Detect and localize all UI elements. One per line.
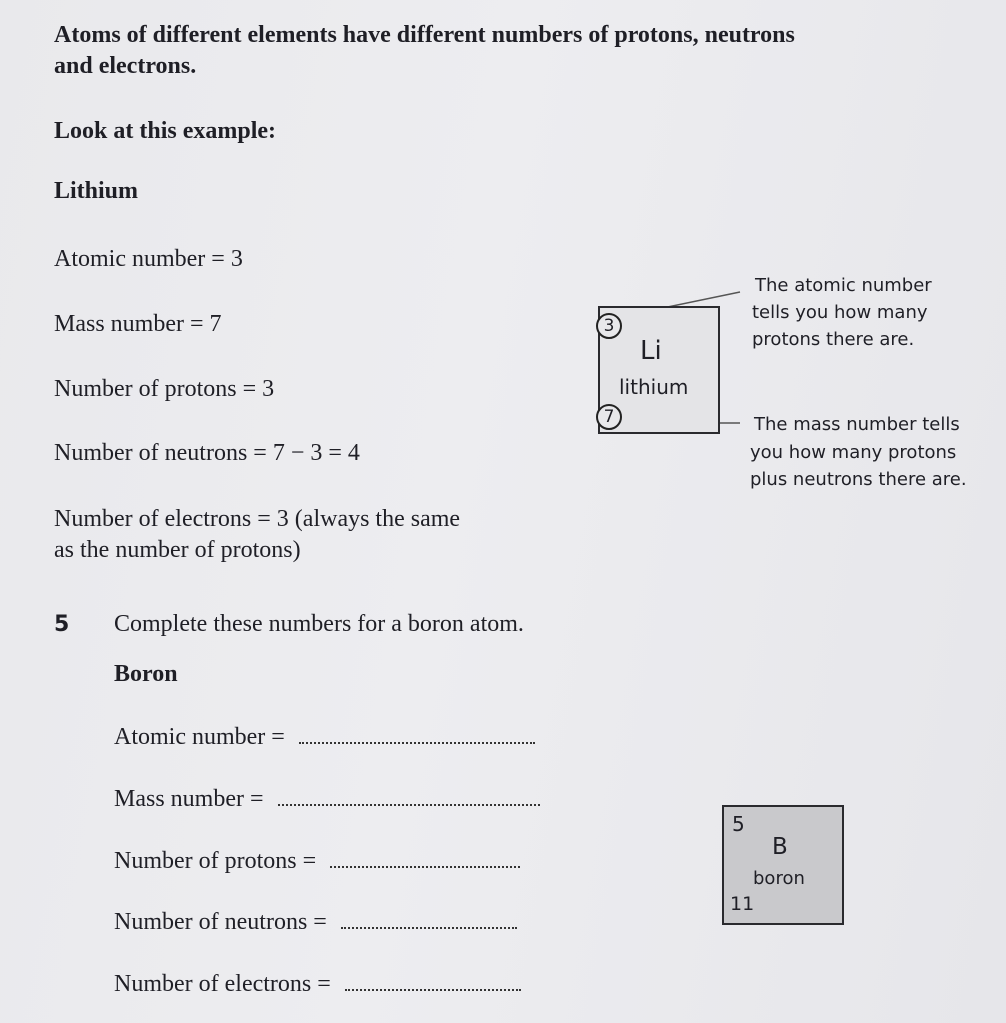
- intro-line-1: Atoms of different elements have different numbers of protons, neutrons: [54, 22, 795, 48]
- example-prompt: Look at this example:: [54, 118, 276, 144]
- answer-blank[interactable]: [330, 865, 520, 868]
- lithium-neutrons: Number of neutrons = 7 − 3 = 4: [54, 440, 360, 466]
- answer-blank[interactable]: [278, 803, 540, 806]
- boron-heading: Boron: [114, 661, 178, 687]
- answer-blank[interactable]: [341, 926, 517, 929]
- lithium-atomic-number: Atomic number = 3: [54, 246, 243, 272]
- atomic-note-line-1: The atomic number: [755, 275, 932, 296]
- lithium-electrons-line-2: as the number of protons): [54, 537, 301, 563]
- answer-blank[interactable]: [299, 741, 535, 744]
- boron-electrons-field: [114, 969, 521, 1000]
- atomic-note-line-2: tells you how many: [752, 302, 928, 323]
- question-prompt: Complete these numbers for a boron atom.: [114, 611, 524, 637]
- atomic-note-line-3: protons there are.: [752, 329, 915, 350]
- b-symbol: B: [772, 834, 788, 860]
- mass-note-line-3: plus neutrons there are.: [750, 469, 967, 490]
- field-label: Number of neutrons =: [114, 909, 327, 935]
- field-label: Number of protons =: [114, 848, 317, 874]
- field-label: Number of electrons =: [114, 971, 331, 997]
- boron-mass-number-field: [114, 784, 540, 815]
- field-label: Mass number =: [114, 786, 264, 812]
- answer-blank[interactable]: [345, 988, 521, 991]
- lithium-electrons-line-1: Number of electrons = 3 (always the same: [54, 506, 461, 532]
- li-name: lithium: [619, 375, 689, 399]
- boron-protons-field: [114, 846, 520, 877]
- lithium-protons: Number of protons = 3: [54, 376, 275, 402]
- b-mass-number: 11: [730, 893, 755, 915]
- b-atomic-number: 5: [732, 812, 745, 836]
- lithium-heading: Lithium: [54, 178, 139, 204]
- question-number: 5: [54, 612, 70, 637]
- mass-note-line-1: The mass number tells: [754, 414, 960, 435]
- intro-line-2: and electrons.: [54, 53, 197, 79]
- boron-atomic-number-field: [114, 722, 535, 753]
- mass-note-line-2: you how many protons: [750, 442, 957, 463]
- li-atomic-number-circle: 3: [596, 313, 622, 339]
- lithium-mass-number: Mass number = 7: [54, 311, 222, 337]
- b-name: boron: [753, 868, 805, 889]
- boron-neutrons-field: [114, 907, 517, 938]
- li-mass-number-circle: 7: [596, 404, 622, 430]
- li-symbol: Li: [640, 336, 662, 366]
- field-label: Atomic number =: [114, 724, 285, 750]
